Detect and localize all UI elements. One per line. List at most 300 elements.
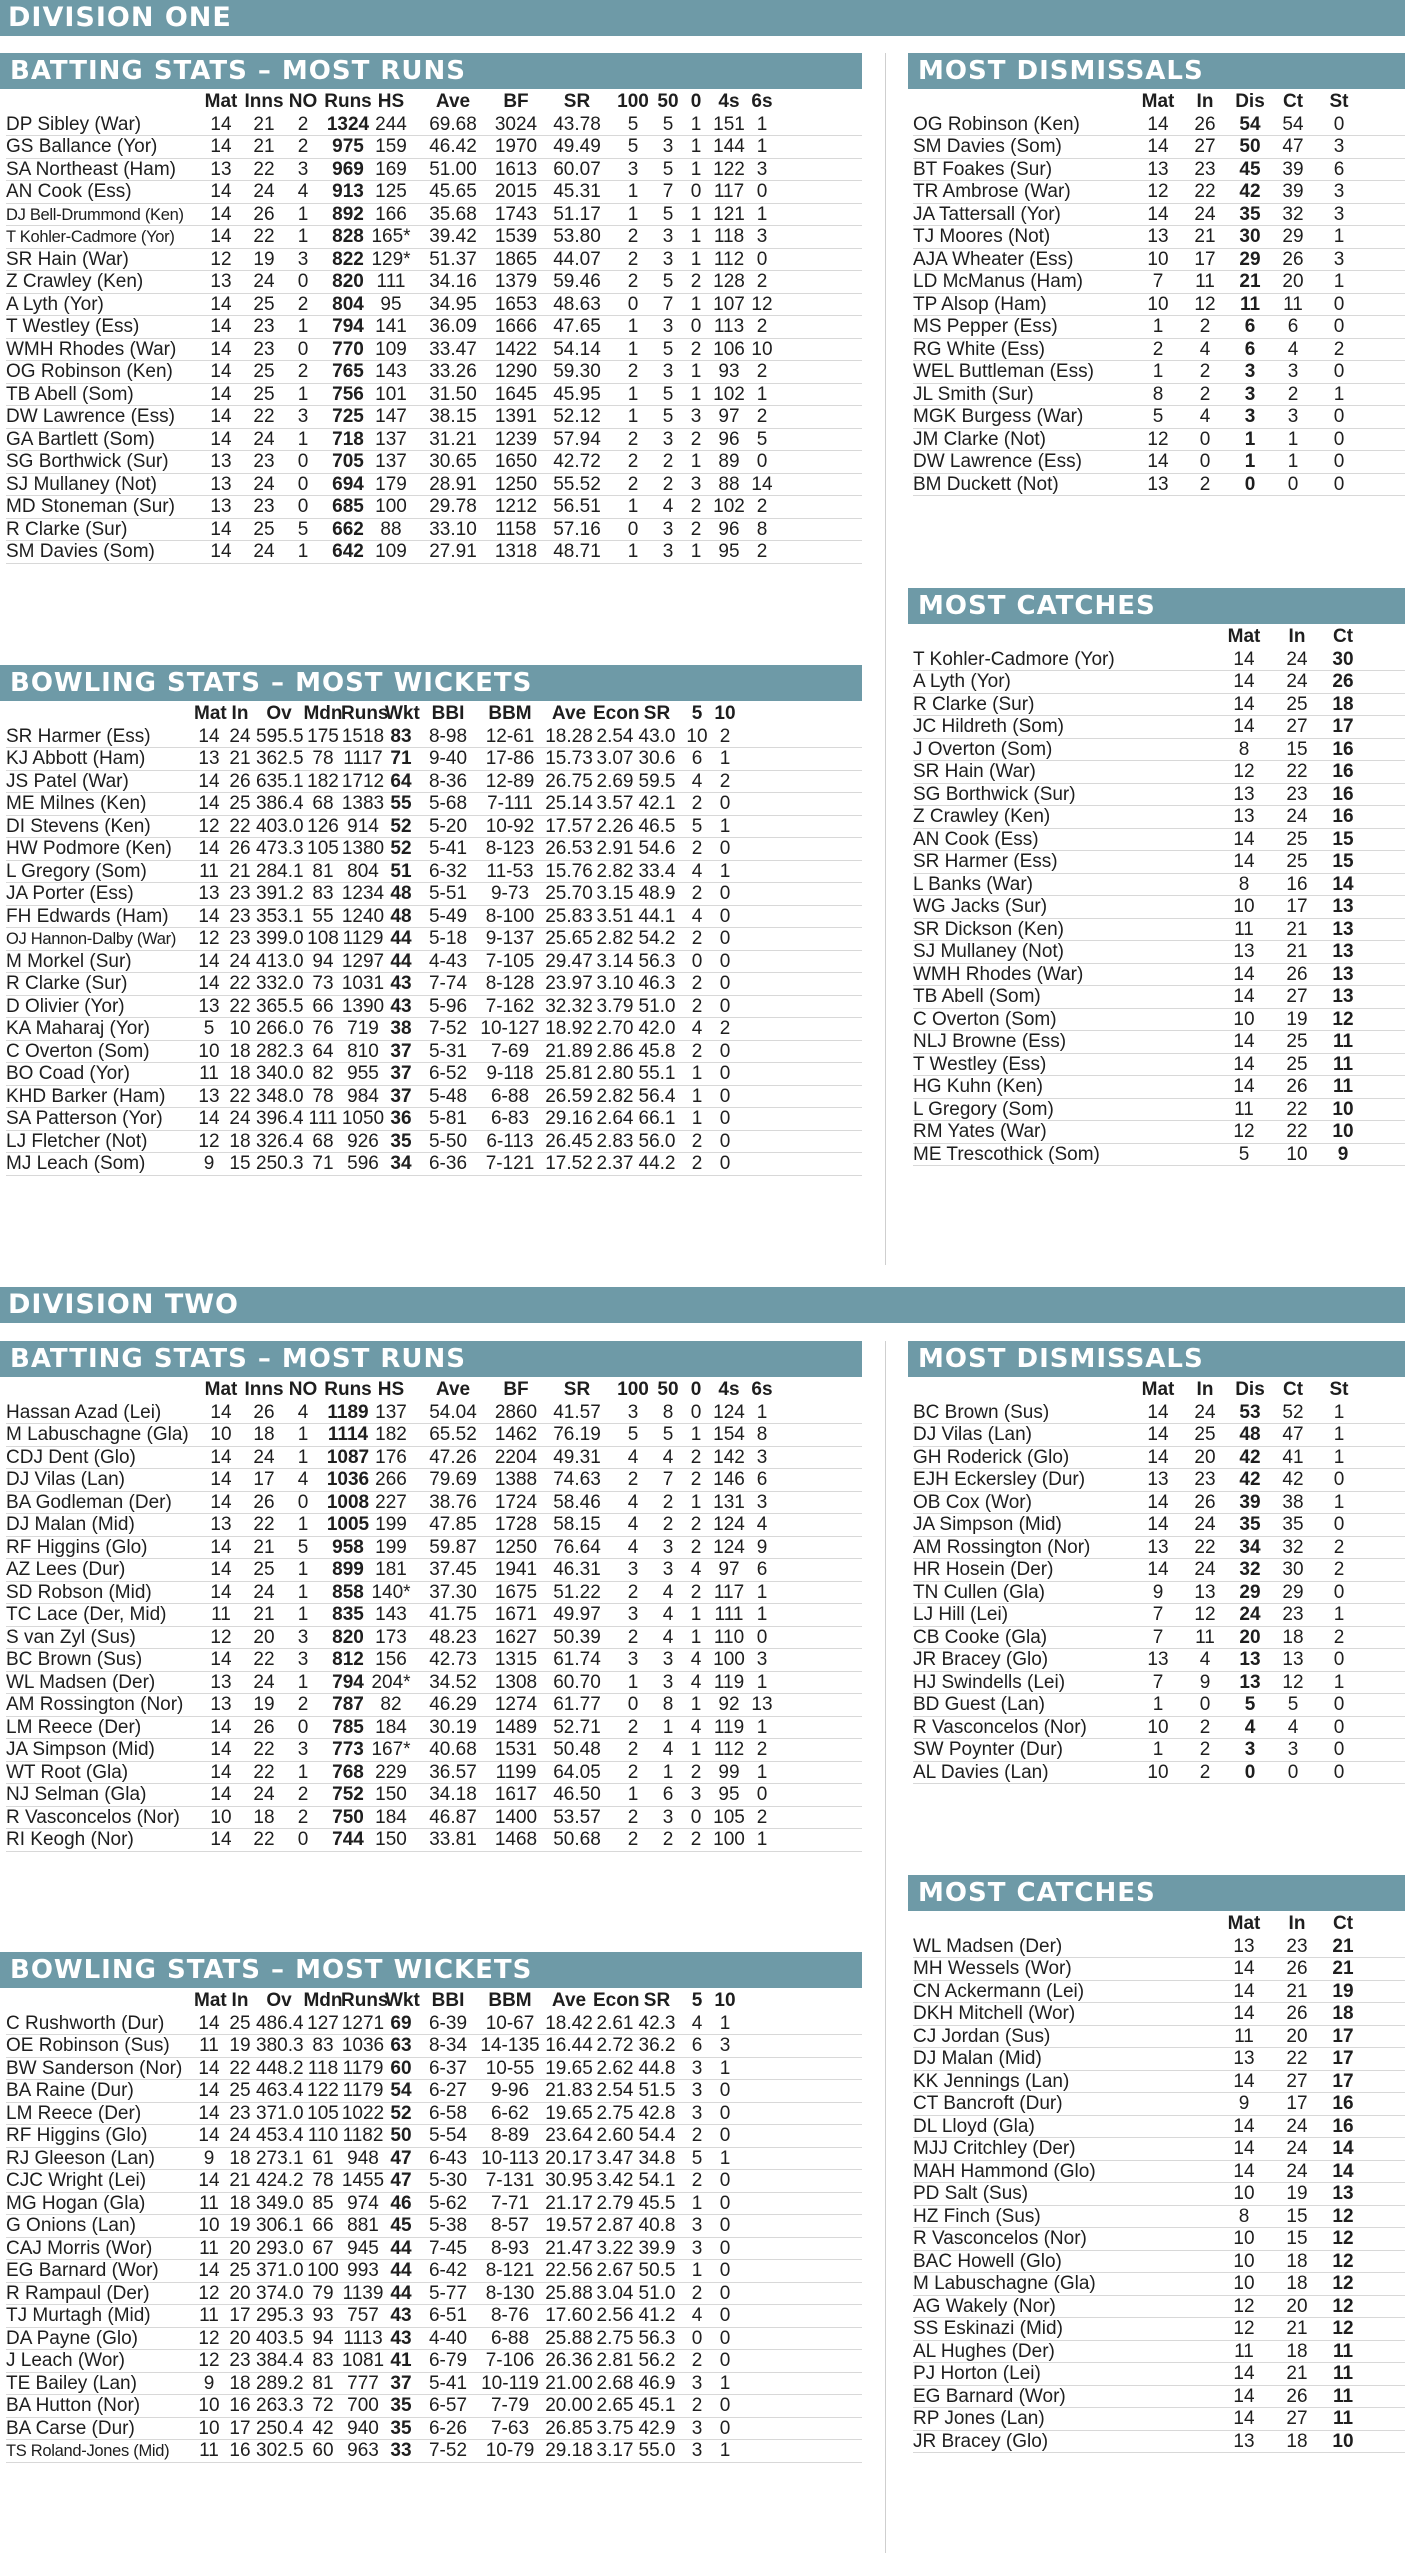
div2-bowling-row bbox=[6, 2350, 862, 2373]
div1-catches-row bbox=[913, 986, 1405, 1009]
div2-bowling-row bbox=[6, 2418, 862, 2441]
div1-bowling-cell: 2.26 bbox=[596, 815, 634, 837]
div1-batting-row bbox=[6, 226, 862, 249]
div2-batting-cell: 266 bbox=[375, 1469, 407, 1490]
div1-batting-title: BATTING STATS – MOST RUNS bbox=[10, 56, 467, 86]
div1-bowling-cell: 6-36 bbox=[428, 1153, 468, 1174]
div1-batting-cell: 51.37 bbox=[429, 248, 477, 270]
div2-catches-cell: 11 bbox=[1332, 2408, 1354, 2429]
div2-batting-cell: 3 bbox=[756, 1446, 768, 1468]
div2-bowling-col-header: 10 bbox=[714, 1990, 736, 2011]
div1-batting-cell: 0 bbox=[297, 271, 309, 292]
div2-batting-player-name: R Vasconcelos (Nor) bbox=[6, 1806, 180, 1828]
div1-batting-cell: 0 bbox=[297, 451, 309, 472]
div1-catches-cell: 30 bbox=[1332, 648, 1354, 670]
div2-bowling-cell: 12 bbox=[198, 2282, 220, 2304]
div2-catches-cell: 21 bbox=[1332, 1935, 1354, 1957]
div1-batting-cell: 1 bbox=[627, 316, 639, 337]
div2-batting-cell: 13 bbox=[751, 1694, 773, 1715]
div1-dismissals-player-name: AJA Wheater (Ess) bbox=[913, 248, 1074, 270]
div2-batting-cell: 0 bbox=[297, 1491, 309, 1513]
div2-batting-cell: 137 bbox=[375, 1401, 407, 1423]
div2-dismissals-cell: 42 bbox=[1239, 1469, 1261, 1490]
div1-batting-cell: 109 bbox=[375, 541, 407, 562]
div2-catches-cell: 11 bbox=[1234, 2340, 1254, 2362]
div1-bowling-cell: 810 bbox=[347, 1040, 379, 1062]
div1-bowling-cell: 14 bbox=[198, 725, 220, 747]
div2-dismissals-cell: 1 bbox=[1333, 1671, 1345, 1693]
div1-bowling-cell: 926 bbox=[347, 1130, 379, 1152]
div2-dismissals-cell: 0 bbox=[1244, 1761, 1256, 1783]
div1-batting-player-name: SG Borthwick (Sur) bbox=[6, 451, 169, 472]
div1-bowling-cell: 1031 bbox=[341, 973, 385, 994]
div2-batting-row bbox=[6, 1672, 862, 1695]
div1-batting-cell: 14 bbox=[210, 383, 232, 405]
div1-dismissals-cell: 11 bbox=[1195, 271, 1215, 292]
div1-catches-player-name: SG Borthwick (Sur) bbox=[913, 783, 1076, 805]
div2-bowling-cell: 3.42 bbox=[596, 2170, 634, 2191]
div2-batting-cell: 38.76 bbox=[429, 1491, 477, 1513]
div2-batting-row bbox=[6, 1739, 862, 1762]
div2-catches-cell: 21 bbox=[1286, 2318, 1308, 2339]
div2-batting-cell: 95 bbox=[718, 1784, 740, 1805]
div1-bowling-cell: 3.07 bbox=[596, 748, 634, 769]
div1-batting-row bbox=[6, 451, 862, 474]
div2-batting-cell: 24 bbox=[253, 1784, 275, 1805]
div1-batting-cell: 5 bbox=[662, 271, 674, 292]
div2-bowling-cell: 757 bbox=[347, 2305, 379, 2326]
div1-dismissals-cell: 0 bbox=[1333, 473, 1345, 495]
div2-batting-cell: 5 bbox=[627, 1424, 639, 1445]
div1-batting-cell: 93 bbox=[718, 361, 740, 382]
div1-dismissals-cell: 54 bbox=[1282, 113, 1304, 135]
div1-catches-cell: 10 bbox=[1233, 896, 1255, 917]
div2-batting-col-header: Inns bbox=[244, 1379, 284, 1400]
div1-bowling-cell: 14 bbox=[198, 973, 220, 994]
div1-dismissals-cell: 42 bbox=[1239, 181, 1261, 202]
div2-batting-player-name: AM Rossington (Nor) bbox=[6, 1694, 184, 1715]
div2-dismissals-cell: 0 bbox=[1333, 1581, 1345, 1603]
div2-catches-row bbox=[913, 2251, 1405, 2274]
div2-bowling-cell: 39.9 bbox=[638, 2237, 676, 2259]
div1-bowling-col-header: Ave bbox=[551, 703, 587, 724]
div2-dismissals-player-name: LJ Hill (Lei) bbox=[913, 1604, 1009, 1625]
div1-catches-cell: 21 bbox=[1286, 941, 1308, 962]
div1-batting-cell: 1 bbox=[690, 383, 702, 405]
div1-batting-player-name: T Westley (Ess) bbox=[6, 316, 140, 337]
div1-batting-cell: 27.91 bbox=[429, 541, 477, 562]
div1-dismissals-cell: 10 bbox=[1147, 293, 1169, 315]
div2-batting-cell: 752 bbox=[332, 1784, 364, 1805]
div2-batting-cell: 181 bbox=[375, 1559, 407, 1580]
div1-batting-cell: 12 bbox=[210, 248, 232, 270]
div2-batting-cell: 3 bbox=[756, 1649, 768, 1670]
div2-bowling-cell: 0 bbox=[719, 2417, 731, 2439]
div1-batting-cell: 34.16 bbox=[429, 271, 477, 292]
div2-batting-cell: 97 bbox=[718, 1559, 740, 1580]
div1-batting-cell: 106 bbox=[713, 338, 745, 360]
div1-batting-cell: 1 bbox=[690, 203, 702, 225]
div1-dismissals-cell: 35 bbox=[1239, 203, 1261, 225]
div2-batting-cell: 1 bbox=[662, 1716, 674, 1738]
div1-dismissals-cell: 11 bbox=[1239, 293, 1261, 315]
div1-bowling-player-name: KA Maharaj (Yor) bbox=[6, 1018, 150, 1039]
div2-catches-cell: 12 bbox=[1332, 2250, 1354, 2272]
div2-bowling-cell: 23 bbox=[229, 2102, 251, 2124]
div2-bowling-cell: 26.85 bbox=[545, 2417, 593, 2439]
div1-bowling-col-header: Mdn bbox=[303, 703, 343, 724]
div2-batting-row bbox=[6, 1402, 862, 1425]
div1-batting-cell: 42.72 bbox=[553, 451, 601, 472]
div2-catches-cell: 14 bbox=[1233, 1980, 1255, 2002]
div1-catches-row bbox=[913, 694, 1405, 717]
div1-bowling-cell: 2 bbox=[719, 1018, 731, 1039]
div2-batting-cell: 2 bbox=[627, 1469, 639, 1490]
div2-bowling-cell: 974 bbox=[347, 2192, 379, 2214]
div2-dismissals-row bbox=[913, 1717, 1405, 1740]
div2-catches-cell: 10 bbox=[1233, 2250, 1255, 2272]
div1-batting-cell: 1 bbox=[690, 541, 702, 562]
div1-bowling-cell: 0 bbox=[719, 1040, 731, 1062]
div2-batting-row bbox=[6, 1559, 862, 1582]
div2-batting-cell: 2 bbox=[756, 1806, 768, 1828]
div2-catches-player-name: MH Wessels (Wor) bbox=[913, 1958, 1072, 1979]
div2-batting-cell: 1005 bbox=[326, 1514, 370, 1535]
div2-dismissals-cell: 22 bbox=[1194, 1536, 1216, 1558]
div1-bowling-cell: 1050 bbox=[341, 1108, 385, 1129]
div1-batting-cell: 22 bbox=[253, 406, 275, 427]
div1-dismissals-cell: 0 bbox=[1287, 473, 1299, 495]
div2-bowling-cell: 6-39 bbox=[428, 2012, 468, 2034]
div1-bowling-cell: 43.0 bbox=[638, 725, 676, 747]
div1-batting-cell: 1 bbox=[627, 496, 639, 517]
div2-batting-cell: 54.04 bbox=[429, 1401, 477, 1423]
div2-bowling-cell: 11 bbox=[199, 2035, 219, 2056]
div2-bowling-cell: 20.17 bbox=[545, 2147, 593, 2169]
div2-catches-cell: 11 bbox=[1332, 2340, 1354, 2362]
div2-dismissals-player-name: TN Cullen (Gla) bbox=[913, 1581, 1045, 1603]
div1-dismissals-row bbox=[913, 451, 1405, 474]
div2-bowling-cell: 55.0 bbox=[638, 2440, 676, 2461]
div2-batting-cell: 3 bbox=[627, 1401, 639, 1423]
div1-bowling-cell: 0 bbox=[719, 1153, 731, 1174]
div1-bowling-cell: 1297 bbox=[341, 950, 385, 972]
div2-catches-player-name: HZ Finch (Sus) bbox=[913, 2205, 1041, 2227]
div2-catches-header-row bbox=[913, 1913, 1405, 1936]
div1-catches-cell: 13 bbox=[1233, 783, 1255, 805]
div1-bowling-cell: 55 bbox=[390, 793, 412, 814]
div2-catches-cell: 20 bbox=[1286, 2025, 1308, 2047]
div1-catches-player-name: NLJ Browne (Ess) bbox=[913, 1031, 1067, 1052]
div1-bowling-cell: 52 bbox=[390, 838, 412, 859]
div2-batting-cell: 1 bbox=[297, 1604, 309, 1625]
div1-catches-player-name: T Kohler-Cadmore (Yor) bbox=[913, 648, 1115, 670]
div2-batting-row bbox=[6, 1537, 862, 1560]
div2-catches-cell: 18 bbox=[1286, 2273, 1308, 2294]
div1-bowling-cell: 6 bbox=[691, 748, 703, 769]
div2-batting-cell: 4 bbox=[297, 1469, 309, 1490]
div1-dismissals-row bbox=[913, 114, 1405, 137]
div2-dismissals-cell: 12 bbox=[1282, 1671, 1304, 1693]
div2-bowling-row bbox=[6, 2193, 862, 2216]
div2-dismissals-player-name: AL Davies (Lan) bbox=[913, 1761, 1049, 1783]
div2-dismissals-row bbox=[913, 1514, 1405, 1537]
div1-bowling-cell: 22 bbox=[229, 995, 251, 1017]
div2-catches-cell: 17 bbox=[1332, 2025, 1354, 2047]
div1-batting-player-name: GS Ballance (Yor) bbox=[6, 136, 158, 157]
div1-dismissals-cell: 0 bbox=[1333, 316, 1345, 337]
div2-batting-cell: 1008 bbox=[326, 1491, 370, 1513]
div2-bowling-cell: 18.42 bbox=[545, 2012, 593, 2034]
div2-bowling-cell: 881 bbox=[347, 2215, 379, 2236]
div2-bowling-cell: 7-131 bbox=[485, 2170, 535, 2191]
div1-bowling-cell: 1380 bbox=[341, 838, 385, 859]
div2-batting-cell: 50.68 bbox=[553, 1829, 601, 1850]
div2-bowling-row bbox=[6, 2170, 862, 2193]
div2-bowling-cell: 25.88 bbox=[545, 2282, 593, 2304]
div1-bowling-cell: 83 bbox=[312, 883, 334, 904]
div1-catches-row bbox=[913, 964, 1405, 987]
div1-bowling-cell: 5-50 bbox=[428, 1130, 468, 1152]
div1-dismissals-row bbox=[913, 316, 1405, 339]
div1-batting-cell: 60.07 bbox=[553, 158, 601, 180]
div1-batting-col-header: 6s bbox=[751, 91, 773, 112]
division-two-bar bbox=[0, 1287, 1405, 1323]
div1-bowling-col-header: In bbox=[231, 703, 249, 724]
div1-batting-cell: 1865 bbox=[494, 248, 538, 270]
div2-bowling-cell: 41 bbox=[390, 2350, 412, 2371]
div2-batting-cell: 835 bbox=[332, 1604, 364, 1625]
div1-batting-col-header: Runs bbox=[324, 91, 372, 112]
div2-bowling-cell: 44 bbox=[390, 2260, 412, 2281]
div1-batting-cell: 1650 bbox=[494, 451, 538, 472]
div2-batting-cell: 142 bbox=[713, 1446, 745, 1468]
div1-bowling-cell: 2 bbox=[691, 1040, 703, 1062]
div2-batting-cell: 1 bbox=[756, 1401, 768, 1423]
div1-batting-cell: 0 bbox=[297, 496, 309, 517]
div1-batting-player-name: Z Crawley (Ken) bbox=[6, 271, 144, 292]
div2-batting-cell: 3 bbox=[297, 1739, 309, 1760]
div2-dismissals-cell: 0 bbox=[1333, 1716, 1345, 1738]
div1-batting-cell: 1 bbox=[756, 136, 768, 157]
div2-bowling-cell: 5-30 bbox=[428, 2170, 468, 2191]
div2-dismissals-col-header: St bbox=[1329, 1379, 1349, 1400]
div1-batting-cell: 892 bbox=[332, 203, 364, 225]
div1-dismissals-cell: 3 bbox=[1333, 136, 1345, 157]
div1-bowling-cell: 83 bbox=[390, 725, 412, 747]
div1-batting-cell: 2 bbox=[297, 136, 309, 157]
div2-bowling-cell: 41.2 bbox=[638, 2305, 676, 2326]
div1-batting-cell: 1 bbox=[627, 541, 639, 562]
div2-batting-cell: 6 bbox=[756, 1559, 768, 1580]
div1-bowling-cell: 1390 bbox=[341, 995, 385, 1017]
div2-batting-cell: 1 bbox=[756, 1581, 768, 1603]
div2-batting-cell: 47.85 bbox=[429, 1514, 477, 1535]
div1-bowling-row bbox=[6, 816, 862, 839]
div2-batting-player-name: WL Madsen (Der) bbox=[6, 1671, 156, 1693]
div2-bowling-cell: 1 bbox=[691, 2260, 703, 2281]
div2-dismissals-cell: 29 bbox=[1239, 1581, 1261, 1603]
div2-batting-cell: 61.77 bbox=[553, 1694, 601, 1715]
div2-bowling-cell: 40.8 bbox=[638, 2215, 676, 2236]
div1-catches-cell: 18 bbox=[1332, 693, 1354, 715]
div1-bowling-cell: 12-61 bbox=[485, 725, 535, 747]
div1-bowling-cell: 10-92 bbox=[485, 815, 535, 837]
div1-dismissals-cell: 17 bbox=[1194, 248, 1216, 270]
div2-column-divider bbox=[885, 1341, 886, 2553]
div1-batting-cell: 0 bbox=[756, 181, 768, 202]
div2-catches-cell: 20 bbox=[1286, 2295, 1308, 2317]
div2-batting-cell: 227 bbox=[375, 1491, 407, 1513]
div1-bowling-cell: 5-51 bbox=[428, 883, 468, 904]
div1-dismissals-cell: 6 bbox=[1333, 158, 1345, 180]
div2-dismissals-cell: 14 bbox=[1147, 1491, 1169, 1513]
div2-dismissals-cell: 14 bbox=[1147, 1424, 1169, 1445]
div2-dismissals-row bbox=[913, 1582, 1405, 1605]
div1-catches-row bbox=[913, 784, 1405, 807]
div2-bowling-cell: 1182 bbox=[342, 2125, 384, 2146]
div1-bowling-cell: 0 bbox=[719, 838, 731, 859]
div2-batting-col-header: 4s bbox=[718, 1379, 740, 1400]
div2-batting-cell: 22 bbox=[253, 1649, 275, 1670]
div2-bowling-cell: 110 bbox=[307, 2125, 339, 2146]
div1-catches-cell: 10 bbox=[1332, 1098, 1354, 1120]
div2-bowling-cell: 94 bbox=[312, 2327, 334, 2349]
div1-bowling-cell: 5-20 bbox=[428, 815, 468, 837]
div2-bowling-cell: 100 bbox=[307, 2260, 339, 2281]
div1-batting-cell: 14 bbox=[210, 316, 232, 337]
div1-catches-cell: 10 bbox=[1286, 1143, 1308, 1165]
div2-catches-row bbox=[913, 2093, 1405, 2116]
div1-dismissals-cell: 14 bbox=[1147, 451, 1169, 472]
div2-bowling-cell: 2.65 bbox=[596, 2395, 634, 2416]
div1-catches-player-name: C Overton (Som) bbox=[913, 1008, 1057, 1030]
div2-batting-cell: 21 bbox=[253, 1604, 275, 1625]
div2-batting-cell: 1 bbox=[297, 1424, 309, 1445]
div2-dismissals-cell: 13 bbox=[1194, 1581, 1216, 1603]
div1-bowling-cell: 14 bbox=[198, 838, 220, 859]
div1-batting-cell: 47.65 bbox=[553, 316, 601, 337]
div1-batting-col-header: 50 bbox=[657, 91, 679, 112]
div1-bowling-cell: 9 bbox=[203, 1153, 215, 1174]
div1-bowling-cell: 955 bbox=[347, 1063, 379, 1084]
div2-bowling-cell: 5-38 bbox=[428, 2215, 468, 2236]
div1-dismissals-player-name: MGK Burgess (War) bbox=[913, 406, 1084, 427]
div1-batting-cell: 5 bbox=[662, 338, 674, 360]
div1-batting-cell: 14 bbox=[210, 113, 232, 135]
div2-batting-cell: 2 bbox=[627, 1716, 639, 1738]
div1-catches-cell: 16 bbox=[1332, 783, 1354, 805]
div2-bowling-cell: 289.2 bbox=[256, 2372, 304, 2394]
div1-batting-cell: 59.46 bbox=[553, 271, 601, 292]
div2-batting-player-name: AZ Lees (Dur) bbox=[6, 1559, 126, 1580]
div1-batting-cell: 45.31 bbox=[553, 181, 601, 202]
div2-catches-cell: 13 bbox=[1233, 2048, 1255, 2069]
div2-bowling-col-header: In bbox=[231, 1990, 249, 2011]
div1-catches-cell: 13 bbox=[1233, 806, 1255, 827]
div2-bowling-cell: 6-79 bbox=[428, 2350, 468, 2371]
div2-dismissals-player-name: SW Poynter (Dur) bbox=[913, 1739, 1063, 1760]
div2-dismissals-cell: 35 bbox=[1239, 1514, 1261, 1535]
div1-dismissals-cell: 14 bbox=[1147, 203, 1169, 225]
div2-catches-cell: 13 bbox=[1332, 2183, 1354, 2204]
div2-batting-cell: 26 bbox=[253, 1491, 275, 1513]
div2-bowling-cell: 10-79 bbox=[485, 2440, 535, 2461]
div1-catches-cell: 12 bbox=[1332, 1008, 1354, 1030]
div2-bowling-cell: 21.00 bbox=[545, 2372, 593, 2394]
div1-bowling-cell: 2.54 bbox=[596, 725, 634, 747]
div1-bowling-cell: 5 bbox=[691, 815, 703, 837]
div2-batting-cell: 2 bbox=[690, 1469, 702, 1490]
div1-bowling-cell: 22 bbox=[229, 815, 251, 837]
div2-bowling-cell: 10-113 bbox=[481, 2147, 539, 2169]
div2-dismissals-cell: 42 bbox=[1282, 1469, 1304, 1490]
div1-catches-row bbox=[913, 1009, 1405, 1032]
div1-bowling-cell: 52 bbox=[390, 815, 412, 837]
div2-bowling-cell: 52 bbox=[390, 2102, 412, 2124]
div1-catches-player-name: RM Yates (War) bbox=[913, 1121, 1047, 1142]
div1-batting-cell: 7 bbox=[662, 293, 674, 315]
div2-bowling-cell: 42.8 bbox=[638, 2102, 676, 2124]
div2-bowling-cell: 2.87 bbox=[596, 2215, 634, 2236]
div2-bowling-cell: 19.57 bbox=[545, 2215, 593, 2236]
div2-batting-cell: 46.50 bbox=[553, 1784, 601, 1805]
div2-bowling-cell: 7-45 bbox=[428, 2237, 468, 2259]
div1-bowling-cell: 2 bbox=[691, 793, 703, 814]
div1-dismissals-cell: 22 bbox=[1194, 181, 1216, 202]
div1-batting-cell: 143 bbox=[375, 361, 407, 382]
div1-dismissals-player-name: TP Alsop (Ham) bbox=[913, 293, 1047, 315]
div1-bowling-col-header: Econ bbox=[593, 703, 640, 724]
div1-batting-cell: 13 bbox=[210, 271, 232, 292]
div1-bowling-cell: 0 bbox=[719, 793, 731, 814]
div2-bowling-cell: 2 bbox=[691, 2282, 703, 2304]
div1-batting-cell: 3 bbox=[662, 136, 674, 157]
div1-batting-cell: 1 bbox=[627, 181, 639, 202]
div2-batting-cell: 51.22 bbox=[553, 1581, 601, 1603]
div1-bowling-cell: 0 bbox=[719, 995, 731, 1017]
div1-dismissals-cell: 0 bbox=[1333, 293, 1345, 315]
division-two-title: DIVISION TWO bbox=[8, 1289, 239, 1320]
div2-dismissals-cell: 42 bbox=[1239, 1446, 1261, 1468]
div1-dismissals-cell: 5 bbox=[1152, 406, 1164, 427]
div2-dismissals-row bbox=[913, 1762, 1405, 1785]
div2-batting-player-name: BA Godleman (Der) bbox=[6, 1491, 172, 1513]
div1-dismissals-cell: 13 bbox=[1147, 158, 1169, 180]
div1-batting-cell: 1 bbox=[297, 541, 309, 562]
div2-bowling-cell: 349.0 bbox=[256, 2192, 304, 2214]
div2-batting-cell: 76.64 bbox=[553, 1536, 601, 1558]
div2-batting-cell: 958 bbox=[332, 1536, 364, 1558]
div1-catches-cell: 24 bbox=[1286, 671, 1308, 692]
div2-bowling-cell: 44 bbox=[390, 2282, 412, 2304]
div1-bowling-cell: 396.4 bbox=[256, 1108, 304, 1129]
div1-dismissals-col-header: Mat bbox=[1141, 91, 1175, 112]
div1-catches-cell: 17 bbox=[1332, 716, 1354, 737]
div2-batting-cell: 22 bbox=[253, 1514, 275, 1535]
div1-batting-cell: 969 bbox=[332, 158, 364, 180]
div2-bowling-cell: 69 bbox=[390, 2012, 412, 2034]
div2-batting-cell: 14 bbox=[210, 1784, 232, 1805]
div2-bowling-cell: 700 bbox=[347, 2395, 379, 2416]
div2-bowling-cell: 1 bbox=[719, 2057, 731, 2079]
div1-batting-cell: 2 bbox=[690, 338, 702, 360]
div1-batting-cell: 694 bbox=[332, 473, 364, 495]
div2-batting-cell: 60.70 bbox=[553, 1671, 601, 1693]
div2-batting-cell: 40.68 bbox=[429, 1739, 477, 1760]
div1-catches-cell: 11 bbox=[1332, 1076, 1354, 1097]
div1-dismissals-row bbox=[913, 429, 1405, 452]
